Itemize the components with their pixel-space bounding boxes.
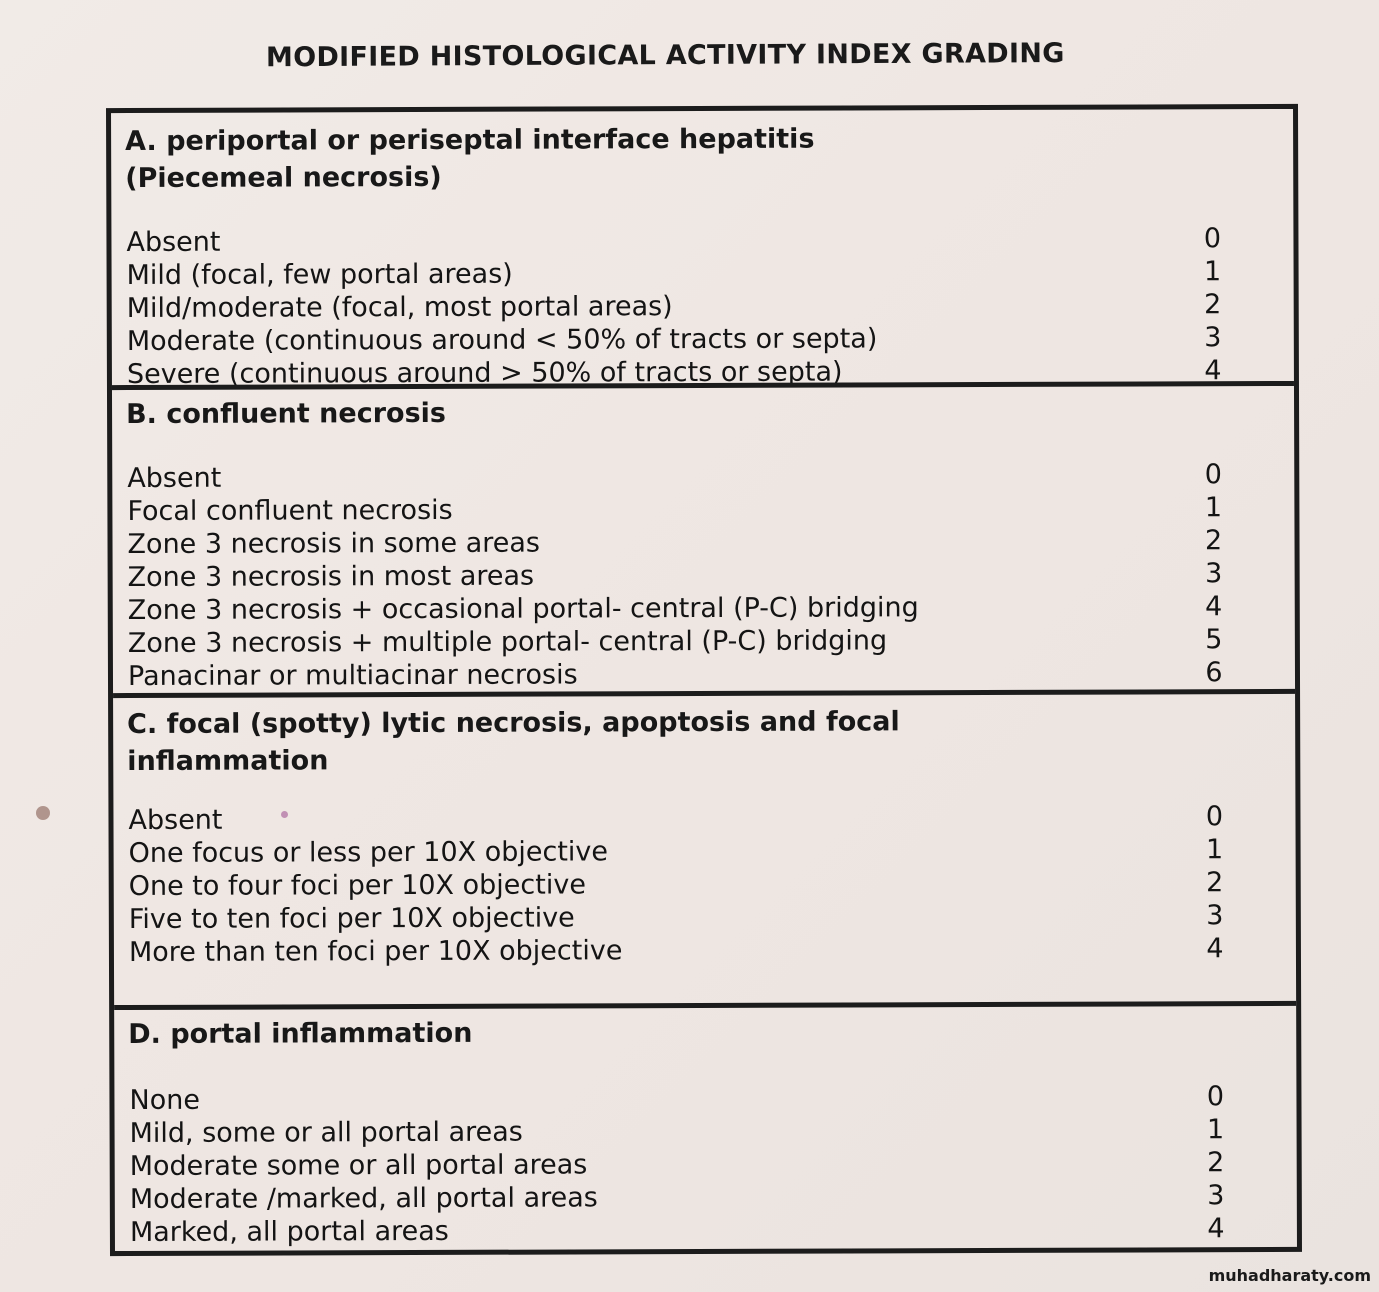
grade-row [129, 833, 1296, 870]
ink-dot [281, 811, 288, 818]
grade-label: More than ten foci per 10X objective [128, 935, 623, 969]
grade-label: Zone 3 necrosis in some areas [127, 527, 541, 561]
site-watermark: muhadharaty.com [1208, 1266, 1371, 1285]
grade-score: 0 [1203, 223, 1222, 255]
grade-score: 2 [1204, 289, 1222, 321]
section-heading [127, 703, 1089, 780]
grade-label: Absent [126, 226, 221, 259]
grade-score: 1 [1205, 834, 1224, 866]
grade-label: Mild (focal, few portal areas) [126, 258, 513, 292]
grade-row [129, 1080, 1296, 1117]
grade-score: 5 [1205, 624, 1223, 656]
grade-label: Panacinar or multiacinar necrosis [127, 659, 578, 693]
grade-label: Focal confluent necrosis [127, 494, 453, 528]
grade-score: 0 [1204, 459, 1222, 491]
grade-score: 1 [1204, 492, 1223, 524]
grade-row [128, 623, 1295, 660]
grade-row [130, 1113, 1297, 1150]
grading-table [106, 104, 1302, 1256]
grade-label: Moderate (continuous around < 50% of tracts or septa) [126, 323, 878, 358]
section-b-confluent-necrosis [112, 381, 1295, 693]
grade-label: Severe (continuous around > 50% of tracts or septa) [126, 356, 843, 391]
grade-label: Zone 3 necrosis in most areas [127, 560, 535, 594]
grade-label: Five to ten foci per 10X objective [128, 902, 575, 936]
grade-score: 3 [1207, 1180, 1225, 1212]
grade-score: 4 [1206, 933, 1224, 965]
grade-score: 1 [1206, 1114, 1225, 1146]
grade-list [128, 800, 1296, 969]
paper-smudge [36, 806, 50, 820]
section-heading-line2: inflammation [127, 745, 329, 778]
grade-label: One focus or less per 10X objective [128, 836, 609, 870]
section-heading [128, 1015, 472, 1053]
section-heading-line1: C. focal (spotty) lytic necrosis, apoptosis and focal [127, 706, 900, 741]
grade-label: Moderate /marked, all portal areas [129, 1182, 598, 1216]
grade-row [127, 491, 1294, 528]
grade-score: 4 [1207, 1213, 1225, 1245]
grade-row [127, 321, 1294, 358]
grade-label: Zone 3 necrosis + occasional portal- central (P-C) bridging [127, 592, 919, 627]
grade-row [129, 899, 1296, 936]
grade-row [130, 1146, 1297, 1183]
grade-list [129, 1080, 1297, 1249]
section-heading-line1: B. confluent necrosis [126, 397, 447, 431]
grade-score: 2 [1204, 525, 1223, 557]
grade-label: Mild/moderate (focal, most portal areas) [126, 291, 673, 325]
grade-score: 3 [1206, 900, 1224, 932]
grade-row [130, 1179, 1297, 1216]
grade-score: 0 [1205, 801, 1224, 833]
grade-score: 2 [1207, 1147, 1225, 1179]
section-heading-line1: D. portal inflammation [128, 1017, 473, 1051]
grade-row [128, 590, 1295, 627]
section-heading-line1: A. periportal or periseptal interface hepatitis [125, 123, 815, 158]
grade-row [130, 1212, 1297, 1249]
grade-row [128, 656, 1295, 693]
grade-label: One to four foci per 10X objective [128, 869, 586, 903]
grade-row [128, 557, 1295, 594]
grade-label: Mild, some or all portal areas [129, 1116, 523, 1150]
grade-row [127, 524, 1294, 561]
section-heading [126, 395, 446, 433]
grade-row [127, 255, 1294, 292]
grade-row [127, 288, 1294, 325]
grade-score: 3 [1204, 558, 1223, 590]
section-d-portal-inflammation [114, 1001, 1297, 1251]
grade-score: 4 [1204, 355, 1222, 387]
grade-score: 0 [1206, 1081, 1225, 1113]
grade-row [126, 222, 1293, 259]
document-title: MODIFIED HISTOLOGICAL ACTIVITY INDEX GRADING [265, 38, 1065, 74]
grade-score: 6 [1205, 657, 1223, 689]
grade-label: Zone 3 necrosis + multiple portal- central (P-C) bridging [127, 625, 888, 660]
grade-label: None [129, 1084, 200, 1117]
grade-row [127, 458, 1294, 495]
grade-row [129, 932, 1296, 969]
grade-score: 3 [1204, 322, 1222, 354]
grade-row [128, 800, 1295, 837]
grade-label: Moderate some or all portal areas [129, 1149, 588, 1183]
grade-label: Marked, all portal areas [129, 1215, 449, 1249]
grade-label: Absent [128, 804, 223, 837]
section-a-interface-hepatitis [111, 109, 1294, 391]
section-heading [125, 121, 815, 197]
grade-score: 1 [1203, 256, 1222, 288]
grade-row [129, 866, 1296, 903]
grade-list [127, 458, 1295, 693]
section-c-focal-lytic-necrosis [113, 689, 1296, 1005]
grade-label: Absent [127, 462, 222, 495]
grade-score: 4 [1205, 591, 1223, 623]
grade-list [126, 222, 1294, 391]
section-heading-line2: (Piecemeal necrosis) [125, 161, 442, 195]
grade-score: 2 [1206, 867, 1224, 899]
